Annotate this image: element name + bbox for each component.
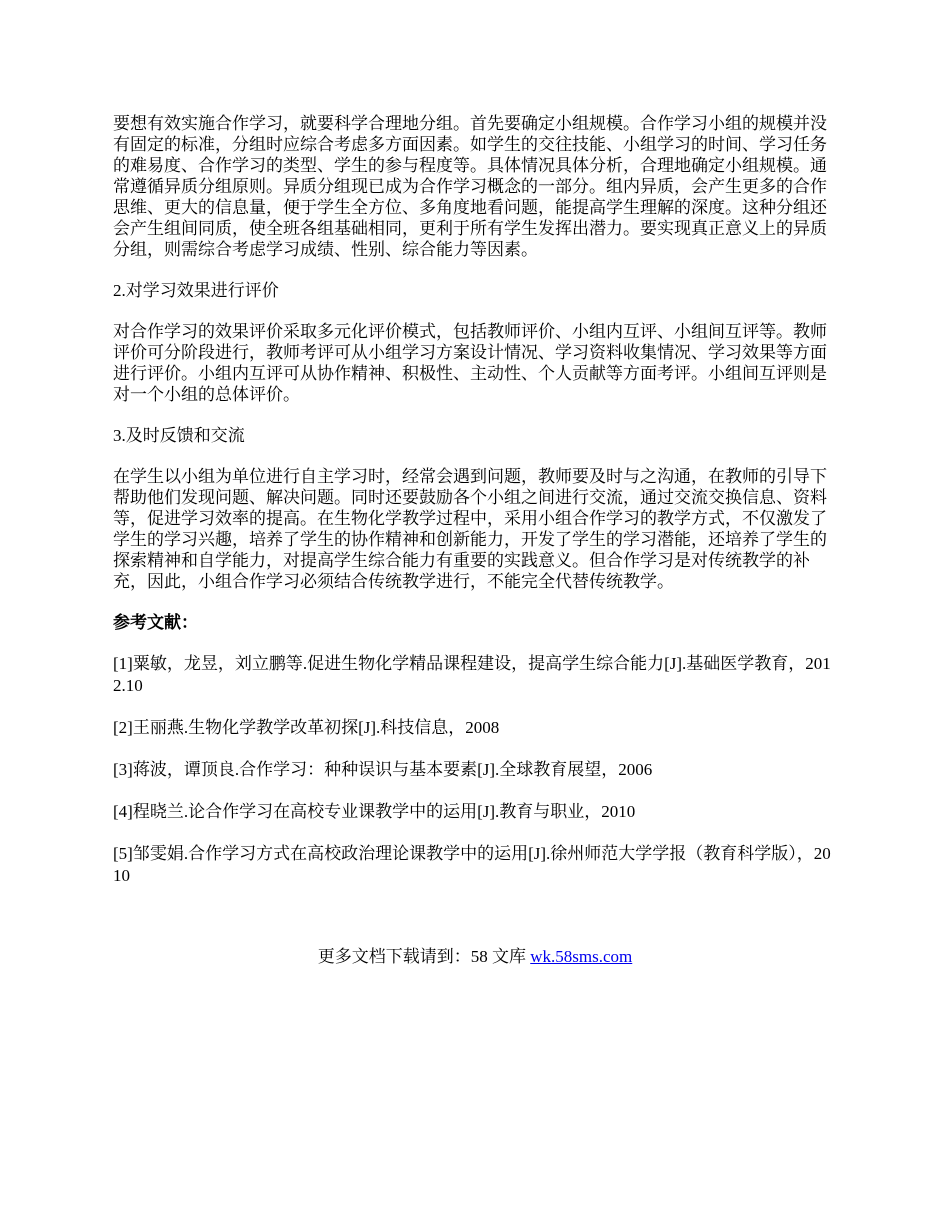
heading-evaluation: 2.对学习效果进行评价 [113, 281, 279, 300]
reference-item: [2]王丽燕.生物化学教学改革初探[J].科技信息，2008 [113, 718, 500, 737]
reference-item: [4]程晓兰.论合作学习在高校专业课教学中的运用[J].教育与职业，2010 [113, 802, 636, 821]
reference-item: [3]蒋波，谭顶良.合作学习：种种误识与基本要素[J].全球教育展望，2006 [113, 760, 653, 779]
footer-link[interactable]: wk.58sms.com [530, 947, 633, 966]
footer [0, 946, 950, 968]
reference-item: [5]邹雯娟.合作学习方式在高校政治理论课教学中的运用[J].徐州师范大学学报（教育科学版），2010 [113, 844, 831, 885]
paragraph-feedback: 在学生以小组为单位进行自主学习时，经常会遇到问题，教师要及时与之沟通，在教师的引导下帮助他们发现问题、解决问题。同时还要鼓励各个小组之间进行交流，通过交流交换信息、资料等，促进学习效率的提高。在生物化学教学过程中，采用小组合作学习的教学方式，不仅激发了学生的学习兴趣，培养了学生的协作精神和创新能力，开发了学生的学习潜能，还培养了学生的探索精神和自学能力，对提高学生综合能力有重要的实践意义。但合作学习是对传统教学的补充，因此，小组合作学习必须结合传统教学进行，不能完全代替传统教学。 [113, 467, 827, 591]
paragraph-evaluation: 对合作学习的效果评价采取多元化评价模式，包括教师评价、小组内互评、小组间互评等。教师评价可分阶段进行，教师考评可从小组学习方案设计情况、学习资料收集情况、学习效果等方面进行评价。小组内互评可从协作精神、积极性、主动性、个人贡献等方面考评。小组间互评则是对一个小组的总体评价。 [113, 322, 827, 404]
heading-feedback: 3.及时反馈和交流 [113, 426, 245, 445]
references-title: 参考文献： [113, 613, 198, 632]
document-body [113, 113, 838, 907]
reference-item: [1]粟敏，龙昱，刘立鹏等.促进生物化学精品课程建设，提高学生综合能力[J].基础医学教育，2012.10 [113, 654, 831, 695]
footer-prefix: 更多文档下载请到：58 文库 [317, 947, 531, 966]
paragraph-grouping: 要想有效实施合作学习，就要科学合理地分组。首先要确定小组规模。合作学习小组的规模并没有固定的标准，分组时应综合考虑多方面因素。如学生的交往技能、小组学习的时间、学习任务的难易度、合作学习的类型、学生的参与程度等。具体情况具体分析，合理地确定小组规模。通常遵循异质分组原则。异质分组现已成为合作学习概念的一部分。组内异质，会产生更多的合作思维、更大的信息量，便于学生全方位、多角度地看问题，能提高学生理解的深度。这种分组还会产生组间同质，使全班各组基础相同，更利于所有学生发挥出潜力。要实现真正意义上的异质分组，则需综合考虑学习成绩、性别、综合能力等因素。 [113, 114, 827, 259]
